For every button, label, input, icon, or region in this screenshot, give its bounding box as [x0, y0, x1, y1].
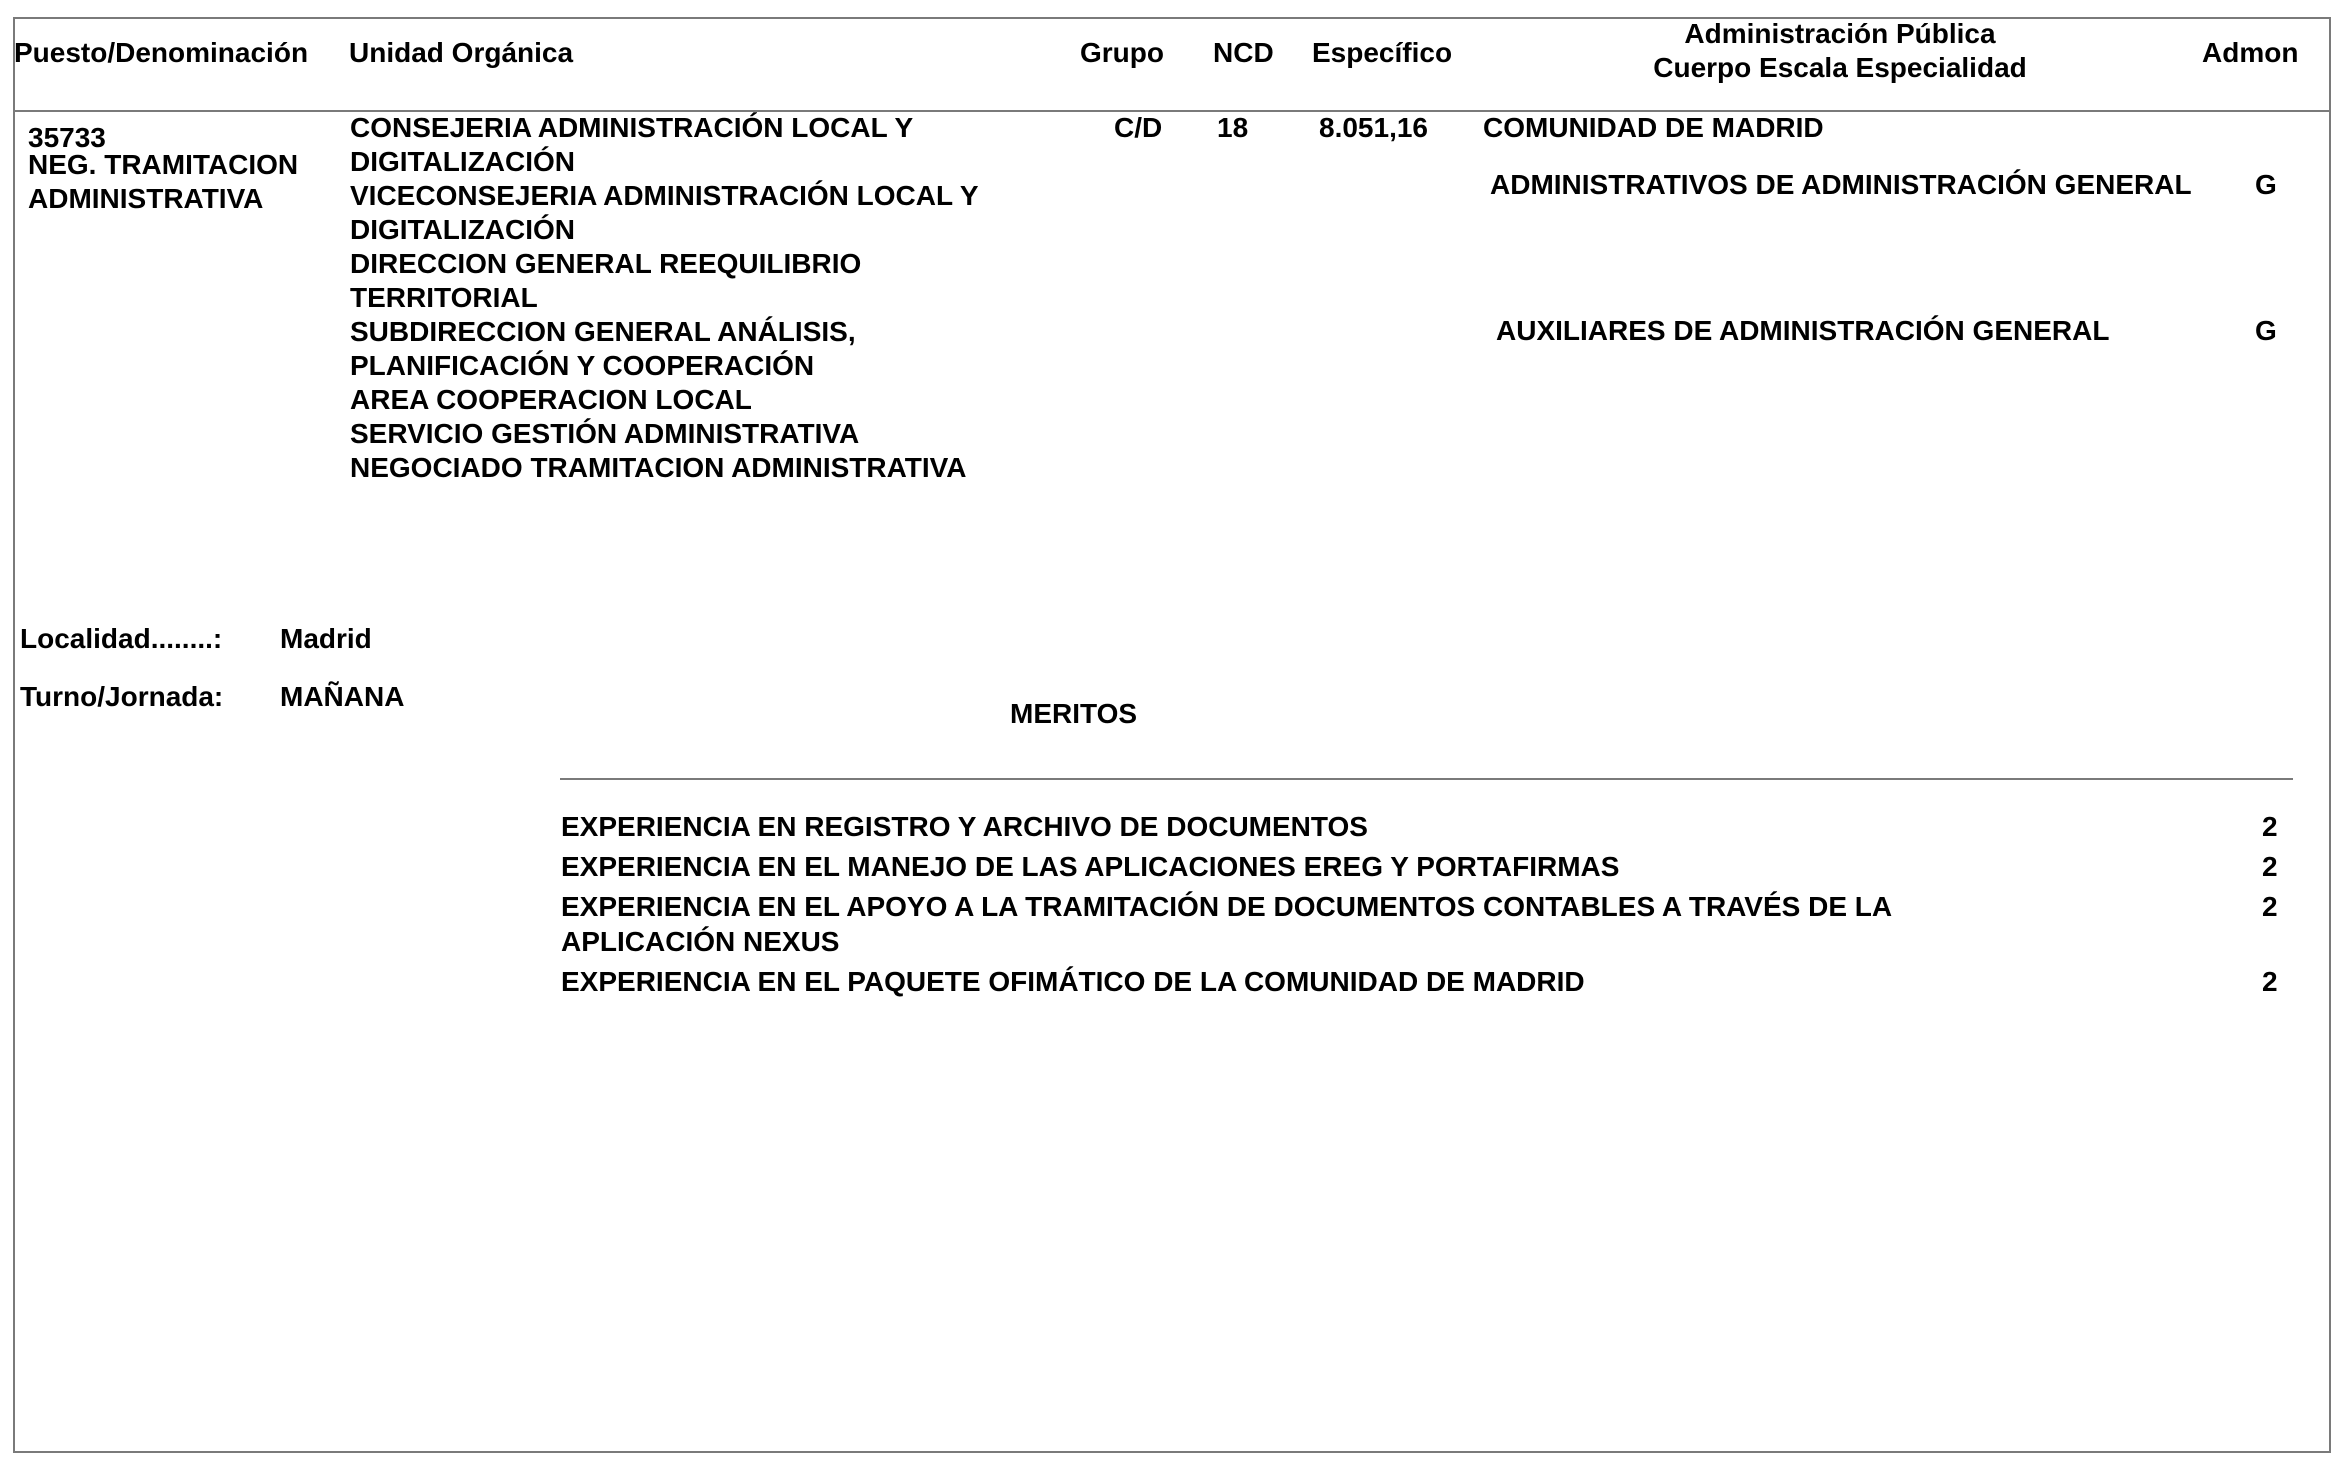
unidad-line: DIGITALIZACIÓN: [350, 146, 576, 177]
puesto-denominacion-1: NEG. TRAMITACION: [28, 149, 299, 180]
unidad-organica-list: [350, 111, 979, 485]
especifico-value: 8.051,16: [1319, 112, 1428, 143]
puesto-denominacion-2: ADMINISTRATIVA: [28, 183, 264, 214]
administracion-value: COMUNIDAD DE MADRID: [1483, 112, 1824, 143]
puesto-codigo: 35733: [28, 122, 106, 153]
header-ncd: NCD: [1213, 37, 1274, 68]
merito-text: EXPERIENCIA EN EL APOYO A LA TRAMITACIÓN DE DOCUMENTOS CONTABLES A TRAVÉS DE LA: [561, 891, 1893, 922]
header-admon: Admon: [2202, 37, 2299, 68]
header-unidad: Unidad Orgánica: [349, 37, 574, 68]
ncd-value: 18: [1217, 112, 1249, 143]
localidad-value: Madrid: [280, 623, 372, 654]
unidad-line: TERRITORIAL: [350, 282, 538, 313]
localidad-label: Localidad........:: [20, 623, 223, 654]
header-admin-publica: Administración Pública: [1684, 18, 1996, 49]
header-grupo: Grupo: [1080, 37, 1164, 68]
cuerpo-1-admon: G: [2255, 169, 2277, 200]
merito-text: EXPERIENCIA EN REGISTRO Y ARCHIVO DE DOCUMENTOS: [561, 811, 1368, 842]
unidad-line: VICECONSEJERIA ADMINISTRACIÓN LOCAL Y: [350, 180, 979, 211]
header-puesto: Puesto/Denominación: [14, 37, 309, 68]
merito-points: 2: [2262, 851, 2278, 882]
unidad-line: PLANIFICACIÓN Y COOPERACIÓN: [350, 350, 815, 381]
unidad-line: DIRECCION GENERAL REEQUILIBRIO: [350, 248, 862, 279]
turno-label: Turno/Jornada:: [20, 681, 224, 712]
merito-points: 2: [2262, 966, 2278, 997]
merito-points: 2: [2262, 811, 2278, 842]
merito-text: EXPERIENCIA EN EL MANEJO DE LAS APLICACIONES EREG Y PORTAFIRMAS: [561, 851, 1620, 882]
unidad-line: SERVICIO GESTIÓN ADMINISTRATIVA: [350, 418, 860, 449]
unidad-line: CONSEJERIA ADMINISTRACIÓN LOCAL Y: [350, 112, 914, 143]
unidad-line: AREA COOPERACION LOCAL: [350, 384, 752, 415]
merito-points: 2: [2262, 891, 2278, 922]
cuerpo-2-nombre: AUXILIARES DE ADMINISTRACIÓN GENERAL: [1496, 315, 2110, 346]
unidad-line: NEGOCIADO TRAMITACION ADMINISTRATIVA: [350, 452, 967, 483]
cuerpo-2-admon: G: [2255, 315, 2277, 346]
cuerpo-1-nombre: ADMINISTRATIVOS DE ADMINISTRACIÓN GENERAL: [1490, 169, 2192, 200]
unidad-line: DIGITALIZACIÓN: [350, 214, 576, 245]
header-cuerpo-escala: Cuerpo Escala Especialidad: [1653, 52, 2027, 83]
unidad-line: SUBDIRECCION GENERAL ANÁLISIS,: [350, 316, 856, 347]
meritos-title: MERITOS: [1010, 698, 1138, 729]
turno-value: MAÑANA: [280, 681, 405, 712]
merito-text-continued: APLICACIÓN NEXUS: [561, 926, 840, 957]
meritos-divider: [560, 778, 2293, 780]
grupo-value: C/D: [1114, 112, 1163, 143]
merito-text: EXPERIENCIA EN EL PAQUETE OFIMÁTICO DE LA COMUNIDAD DE MADRID: [561, 966, 1585, 997]
header-especifico: Específico: [1312, 37, 1453, 68]
